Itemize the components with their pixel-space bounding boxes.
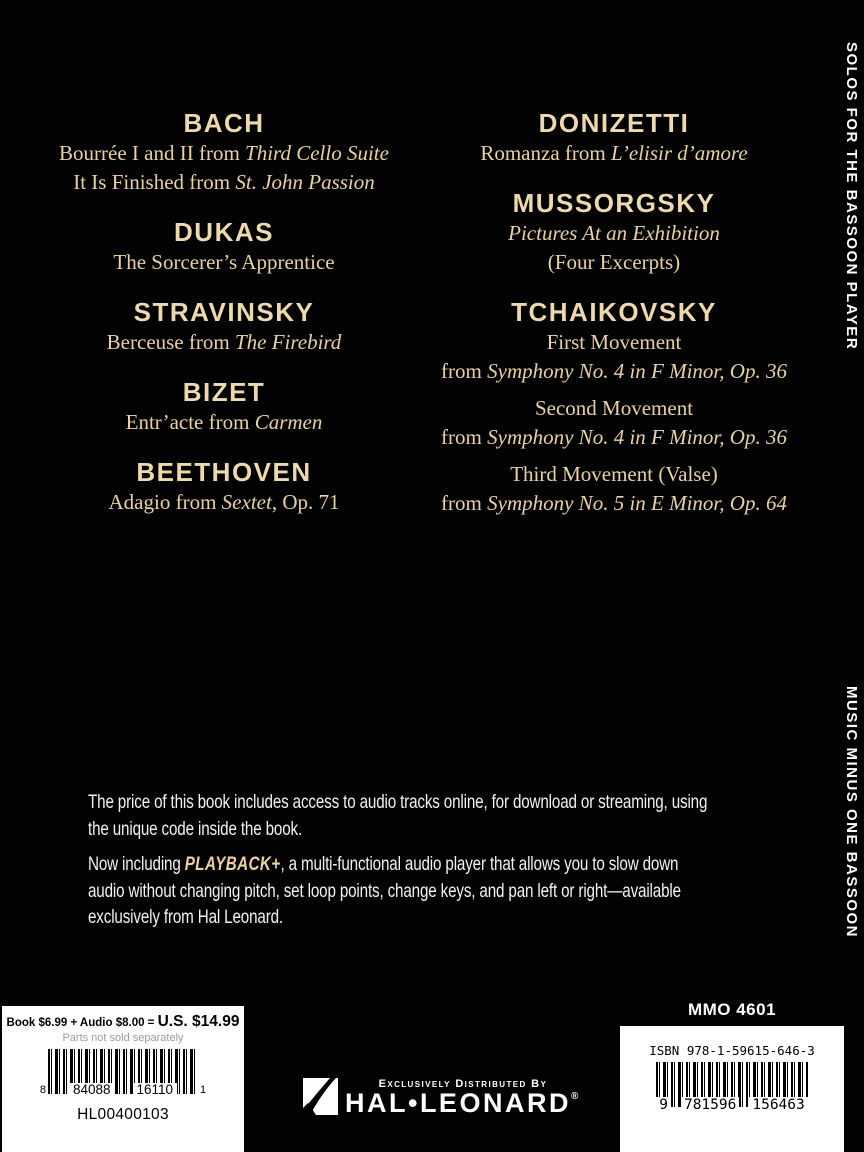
piece-title [20,488,428,517]
piece-title [428,139,800,168]
text-run: Adagio from [108,490,222,514]
piece-title [20,408,428,437]
upc-digit-right: 1 [200,1083,207,1096]
text-run: Symphony No. 5 in E Minor, Op. 64 [487,491,787,515]
text-run: St. John Passion [235,170,375,194]
piece-stanza [428,328,800,386]
ean-group-2: 156463 [749,1097,807,1113]
text-run: Sextet [221,490,272,514]
notice-line [88,851,707,878]
spine-title-top: SOLOS FOR THE BASSOON PLAYER [843,42,860,351]
upc-digits [48,1083,198,1098]
text-run: Romanza from [480,141,611,165]
composer-name: TCHAIKOVSKY [511,297,717,327]
text-run: First Movement [546,330,682,354]
upc-group-2: 16110 [133,1083,178,1098]
notice-line [88,878,707,905]
piece-title [428,460,800,489]
ean-group-1: 781596 [681,1097,739,1113]
isbn-barcode-box [620,1026,844,1152]
composer-block [428,108,800,168]
ean-digit-left: 9 [656,1097,671,1113]
hal-leonard-text [345,1078,581,1119]
text-run: , Op. 71 [271,490,340,514]
upc-digit-left: 8 [39,1083,46,1096]
price-value: U.S. $14.99 [157,1013,240,1030]
distributor-label: Exclusively Distributed By [378,1078,548,1091]
composer-name: STRAVINSKY [133,297,315,327]
distributor-name [345,1088,581,1119]
composer-block [20,217,428,277]
notice-line [88,816,707,843]
playback-plus-brand: PLAYBACK+ [184,853,281,875]
text-run: The price of this book includes access to audio tracks online, for download or streaming, using [88,791,708,813]
isbn-number: ISBN 978-1-59615-646-3 [649,1043,815,1058]
piece-stanza [20,139,428,197]
piece-title [428,328,800,357]
composer-block [20,297,428,357]
composer-block [20,457,428,517]
hal-leonard-wordmark: HAL•LEONARD [345,1088,571,1119]
text-run: the unique code inside the book. [88,817,303,840]
text-run: Symphony No. 4 in F Minor, Op. 36 [487,425,787,449]
upc-barcode [2,1049,244,1098]
ean-digits [620,1097,844,1113]
notice-paragraph [88,789,864,842]
program-column-left [20,108,428,537]
text-run: audio without changing pitch, set loop points, change keys, and pan left or right—available [88,879,681,902]
composer-block [428,297,800,518]
piece-title [428,248,800,277]
piece-stanza [428,219,800,277]
composer-block [20,377,428,437]
notice-line [88,904,707,931]
text-run: from [441,425,488,449]
composer-name: DONIZETTI [538,108,690,138]
composer-block [428,188,800,277]
piece-stanza [20,248,428,277]
piece-stanza [20,328,428,357]
composer-name: BIZET [182,377,266,407]
piece-title [20,248,428,277]
piece-stanza [428,139,800,168]
piece-title [20,168,428,197]
composer-block [20,108,428,197]
text-run: from [441,491,488,515]
price-barcode-box [2,1006,244,1152]
text-run: , a multi-functional audio player that allows you to slow down [280,853,679,875]
upc-bars-area [48,1049,198,1098]
text-run: from [441,359,488,383]
text-run: Berceuse from [106,330,235,354]
hl-catalog-number: HL00400103 [77,1105,169,1123]
text-run: It Is Finished from [73,170,236,194]
text-run: The Sorcerer’s Apprentice [113,250,335,274]
piece-stanza [20,408,428,437]
text-run: Second Movement [534,396,694,420]
text-run: Entr’acte from [125,410,255,434]
hal-leonard-logo [303,1078,581,1119]
registered-mark: ® [570,1091,581,1103]
text-run: L’elisir d’amore [610,141,748,165]
text-run: Pictures At an Exhibition [508,221,720,245]
spine-title-bottom: MUSIC MINUS ONE BASSOON [843,686,860,939]
program-column-right [428,108,800,538]
text-run: Bourrée I and II from [59,141,246,165]
text-run: The Firebird [234,330,342,354]
piece-title [428,489,800,518]
piece-stanza [428,394,800,452]
piece-title [428,423,800,452]
composer-name: MUSSORGSKY [512,188,716,218]
price-prefix: Book $6.99 + Audio $8.00 = [6,1017,158,1029]
text-run: exclusively from Hal Leonard. [88,906,283,928]
composer-name: BACH [183,108,265,138]
text-run: Carmen [254,410,323,434]
parts-note: Parts not sold separately [62,1032,184,1044]
catalog-number: MMO 4601 [687,1000,777,1019]
text-run: (Four Excerpts) [547,250,681,274]
composer-name: BEETHOVEN [136,457,312,487]
text-run: Now including [88,853,185,875]
notice-line [88,789,707,816]
audio-access-notices [88,789,864,940]
text-run: Third Cello Suite [245,141,389,165]
hal-leonard-logo-mark [303,1078,338,1115]
piece-title [428,357,800,386]
piece-stanza [428,460,800,518]
notice-paragraph [88,851,864,931]
piece-title [428,394,800,423]
piece-stanza [20,488,428,517]
piece-title [20,139,428,168]
upc-group-1: 84088 [69,1083,115,1098]
composer-name: DUKAS [174,217,274,247]
price-line [2,1013,244,1031]
text-run: Third Movement (Valse) [510,462,718,486]
text-run: Symphony No. 4 in F Minor, Op. 36 [487,359,787,383]
piece-title [428,219,800,248]
piece-title [20,328,428,357]
